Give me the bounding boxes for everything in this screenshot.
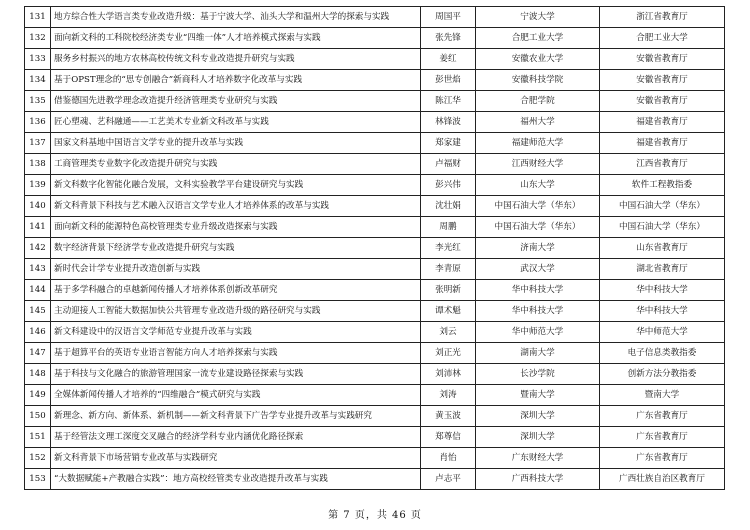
project-title-cell: 基于经管法文理工深度交叉融合的经济学科专业内涵优化路径探索	[51, 427, 421, 448]
row-number-cell: 147	[25, 343, 51, 364]
row-number-cell: 135	[25, 91, 51, 112]
row-number-cell: 148	[25, 364, 51, 385]
table-row	[25, 448, 725, 469]
recommending-unit-cell: 电子信息类教指委	[600, 343, 725, 364]
institution-cell: 安徽科技学院	[476, 70, 600, 91]
project-leader-cell: 刘正光	[421, 343, 476, 364]
institution-cell: 安徽农业大学	[476, 49, 600, 70]
row-number-cell: 151	[25, 427, 51, 448]
project-title-cell: 新文科背景下科技与艺术融入汉语言文学专业人才培养体系的改革与实践	[51, 196, 421, 217]
row-number-cell: 138	[25, 154, 51, 175]
row-number-cell: 134	[25, 70, 51, 91]
project-title-cell: 匠心塑魂、艺科融通——工艺美术专业新文科改革与实践	[51, 112, 421, 133]
institution-cell: 宁波大学	[476, 7, 600, 28]
project-title-cell: 数字经济背景下经济学专业改造提升研究与实践	[51, 238, 421, 259]
project-leader-cell: 彭世焰	[421, 70, 476, 91]
project-title-cell: 基于超算平台的英语专业语言智能方向人才培养探索与实践	[51, 343, 421, 364]
project-leader-cell: 彭兴伟	[421, 175, 476, 196]
row-number-cell: 149	[25, 385, 51, 406]
recommending-unit-cell: 创新方法分教指委	[600, 364, 725, 385]
project-title-cell: 地方综合性大学语言类专业改造升级：基于宁波大学、汕头大学和温州大学的探索与实践	[51, 7, 421, 28]
project-title-cell: 工商管理类专业数字化改造提升研究与实践	[51, 154, 421, 175]
project-leader-cell: 肖怡	[421, 448, 476, 469]
project-title-cell: 国家文科基地中国语言文学专业的提升改革与实践	[51, 133, 421, 154]
table-row	[25, 322, 725, 343]
row-number-cell: 139	[25, 175, 51, 196]
recommending-unit-cell: 广东省教育厅	[600, 427, 725, 448]
project-leader-cell: 周鹏	[421, 217, 476, 238]
row-number-cell: 144	[25, 280, 51, 301]
row-number-cell: 140	[25, 196, 51, 217]
institution-cell: 福建师范大学	[476, 133, 600, 154]
table-row	[25, 7, 725, 28]
project-leader-cell: 谭术魁	[421, 301, 476, 322]
project-leader-cell: 姜红	[421, 49, 476, 70]
recommending-unit-cell: 中国石油大学（华东）	[600, 196, 725, 217]
project-leader-cell: 张先锋	[421, 28, 476, 49]
project-leader-cell: 张明新	[421, 280, 476, 301]
project-leader-cell: 郑家建	[421, 133, 476, 154]
institution-cell: 济南大学	[476, 238, 600, 259]
project-leader-cell: 刘涛	[421, 385, 476, 406]
institution-cell: 合肥工业大学	[476, 28, 600, 49]
project-leader-cell: 卢志平	[421, 469, 476, 490]
project-leader-cell: 李光红	[421, 238, 476, 259]
row-number-cell: 145	[25, 301, 51, 322]
project-leader-cell: 黄玉波	[421, 406, 476, 427]
institution-cell: 江西财经大学	[476, 154, 600, 175]
page-footer: 第 7 页，共 46 页	[328, 510, 422, 521]
table-row	[25, 427, 725, 448]
row-number-cell: 131	[25, 7, 51, 28]
institution-cell: 中国石油大学（华东）	[476, 196, 600, 217]
institution-cell: 广东财经大学	[476, 448, 600, 469]
table-row	[25, 343, 725, 364]
project-title-cell: 全媒体新闻传播人才培养的“四维融合”模式研究与实践	[51, 385, 421, 406]
project-leader-cell: 林锋波	[421, 112, 476, 133]
project-title-cell: 面向新文科的工科院校经济类专业“四维一体”人才培养模式探索与实践	[51, 28, 421, 49]
institution-cell: 华中科技大学	[476, 301, 600, 322]
table-row	[25, 196, 725, 217]
row-number-cell: 137	[25, 133, 51, 154]
recommending-unit-cell: 福建省教育厅	[600, 112, 725, 133]
project-leader-cell: 李青原	[421, 259, 476, 280]
recommending-unit-cell: 广东省教育厅	[600, 448, 725, 469]
recommending-unit-cell: 暨南大学	[600, 385, 725, 406]
row-number-cell: 141	[25, 217, 51, 238]
project-title-cell: 基于多学科融合的卓越新闻传播人才培养体系创新改革研究	[51, 280, 421, 301]
recommending-unit-cell: 合肥工业大学	[600, 28, 725, 49]
institution-cell: 深圳大学	[476, 406, 600, 427]
project-title-cell: 基于OPST理念的“思专创融合”新商科人才培养数字化改革与实践	[51, 70, 421, 91]
project-title-cell: 面向新文科的能源特色高校管理类专业升级改造探索与实践	[51, 217, 421, 238]
recommending-unit-cell: 广西壮族自治区教育厅	[600, 469, 725, 490]
table-row	[25, 280, 725, 301]
recommending-unit-cell: 山东省教育厅	[600, 238, 725, 259]
recommending-unit-cell: 华中师范大学	[600, 322, 725, 343]
project-leader-cell: 刘云	[421, 322, 476, 343]
institution-cell: 长沙学院	[476, 364, 600, 385]
institution-cell: 武汉大学	[476, 259, 600, 280]
project-leader-cell: 周国平	[421, 7, 476, 28]
table-row	[25, 112, 725, 133]
institution-cell: 湖南大学	[476, 343, 600, 364]
row-number-cell: 150	[25, 406, 51, 427]
recommending-unit-cell: 华中科技大学	[600, 301, 725, 322]
project-title-cell: 新理念、新方向、新体系、新机制——新文科背景下广告学专业提升改革与实践研究	[51, 406, 421, 427]
row-number-cell: 152	[25, 448, 51, 469]
project-title-cell: 新文科数字化智能化融合发展，文科实验教学平台建设研究与实践	[51, 175, 421, 196]
table-row	[25, 469, 725, 490]
institution-cell: 中国石油大学（华东）	[476, 217, 600, 238]
institution-cell: 华中科技大学	[476, 280, 600, 301]
project-title-cell: 新时代会计学专业提升改造创新与实践	[51, 259, 421, 280]
institution-cell: 华中师范大学	[476, 322, 600, 343]
recommending-unit-cell: 浙江省教育厅	[600, 7, 725, 28]
recommending-unit-cell: 华中科技大学	[600, 280, 725, 301]
project-leader-cell: 刘沛林	[421, 364, 476, 385]
table-row	[25, 259, 725, 280]
table-row	[25, 238, 725, 259]
table-row	[25, 364, 725, 385]
institution-cell: 暨南大学	[476, 385, 600, 406]
project-title-cell: “大数据赋能+产教融合实践”：地方高校经管类专业改造提升改革与实践	[51, 469, 421, 490]
project-title-cell: 服务乡村振兴的地方农林高校传统文科专业改造提升研究与实践	[51, 49, 421, 70]
recommending-unit-cell: 广东省教育厅	[600, 406, 725, 427]
project-title-cell: 基于科技与文化融合的旅游管理国家一流专业建设路径探索与实践	[51, 364, 421, 385]
row-number-cell: 153	[25, 469, 51, 490]
recommending-unit-cell: 安徽省教育厅	[600, 91, 725, 112]
row-number-cell: 143	[25, 259, 51, 280]
institution-cell: 合肥学院	[476, 91, 600, 112]
table-row	[25, 385, 725, 406]
project-title-cell: 新文科背景下市场营销专业改革与实践研究	[51, 448, 421, 469]
table-row	[25, 91, 725, 112]
recommending-unit-cell: 湖北省教育厅	[600, 259, 725, 280]
table-row	[25, 133, 725, 154]
table-row	[25, 301, 725, 322]
recommending-unit-cell: 福建省教育厅	[600, 133, 725, 154]
project-title-cell: 主动迎接人工智能大数据加快公共管理专业改造升级的路径研究与实践	[51, 301, 421, 322]
project-table-body	[25, 7, 725, 490]
table-row	[25, 70, 725, 91]
recommending-unit-cell: 软件工程教指委	[600, 175, 725, 196]
recommending-unit-cell: 安徽省教育厅	[600, 70, 725, 91]
recommending-unit-cell: 安徽省教育厅	[600, 49, 725, 70]
project-leader-cell: 卢福财	[421, 154, 476, 175]
recommending-unit-cell: 江西省教育厅	[600, 154, 725, 175]
project-leader-cell: 郑尊信	[421, 427, 476, 448]
table-row	[25, 154, 725, 175]
row-number-cell: 146	[25, 322, 51, 343]
table-row	[25, 28, 725, 49]
recommending-unit-cell: 中国石油大学（华东）	[600, 217, 725, 238]
project-title-cell: 新文科建设中的汉语言文学师范专业提升改革与实践	[51, 322, 421, 343]
table-row	[25, 175, 725, 196]
project-table	[24, 6, 725, 490]
table-row	[25, 406, 725, 427]
project-title-cell: 借鉴德国先进教学理念改造提升经济管理类专业研究与实践	[51, 91, 421, 112]
row-number-cell: 142	[25, 238, 51, 259]
table-row	[25, 217, 725, 238]
row-number-cell: 133	[25, 49, 51, 70]
institution-cell: 山东大学	[476, 175, 600, 196]
institution-cell: 福州大学	[476, 112, 600, 133]
project-leader-cell: 沈壮娟	[421, 196, 476, 217]
row-number-cell: 132	[25, 28, 51, 49]
row-number-cell: 136	[25, 112, 51, 133]
institution-cell: 广西科技大学	[476, 469, 600, 490]
project-leader-cell: 陈江华	[421, 91, 476, 112]
table-row	[25, 49, 725, 70]
institution-cell: 深圳大学	[476, 427, 600, 448]
